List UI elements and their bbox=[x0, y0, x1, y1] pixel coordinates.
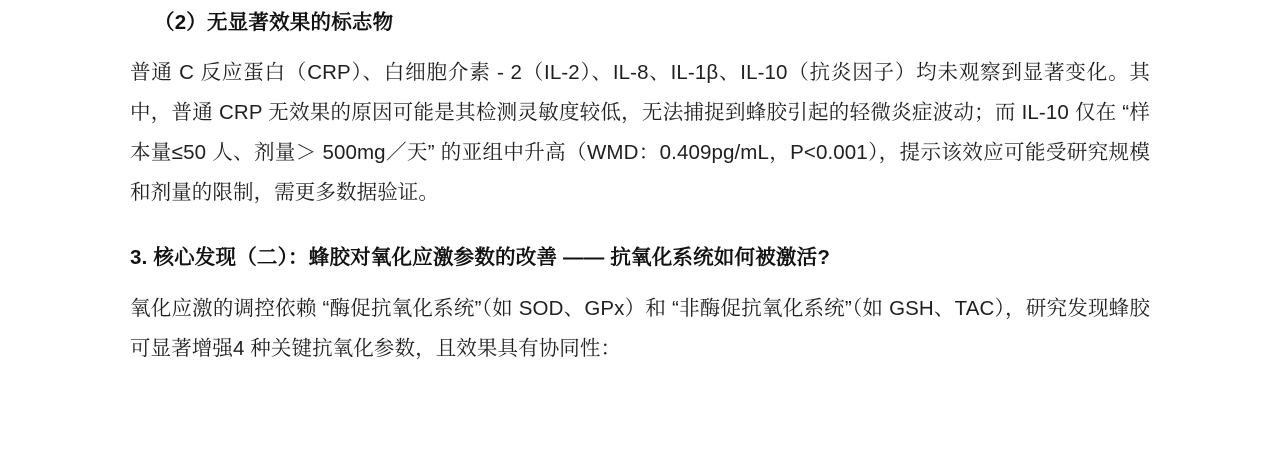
section-heading-core-finding-two: 3. 核心发现（二）：蜂胶对氧化应激参数的改善 —— 抗氧化系统如何被激活? bbox=[130, 245, 831, 269]
paragraph-no-significant-effect-markers: 普通 C 反应蛋白（CRP）、白细胞介素 - 2（IL-2）、IL-8、IL-1β、IL-10（抗炎因子）均未观察到显著变化。其中，普通 CRP 无效果的原因可能是其检测灵敏度较低，无法捕捉到蜂胶引起的轻微炎症波动；而 IL-10 仅在 “样本量≤50 人、剂量＞ 500mg／天” 的亚组中升高（WMD：0.409pg/mL，P<0.001），提示该效应可能受研究规模和剂量的限制，需更多数据验证。 bbox=[130, 60, 1150, 204]
document-content bbox=[130, 0, 1150, 369]
subsection-heading-no-significant-effect: （2）无显著效果的标志物 bbox=[154, 11, 394, 34]
paragraph-oxidative-stress-intro: 氧化应激的调控依赖 “酶促抗氧化系统”（如 SOD、GPx）和 “非酶促抗氧化系统”（如 GSH、TAC），研究发现蜂胶可显著增强4 种关键抗氧化参数，且效果具有协同性： bbox=[130, 297, 1150, 361]
